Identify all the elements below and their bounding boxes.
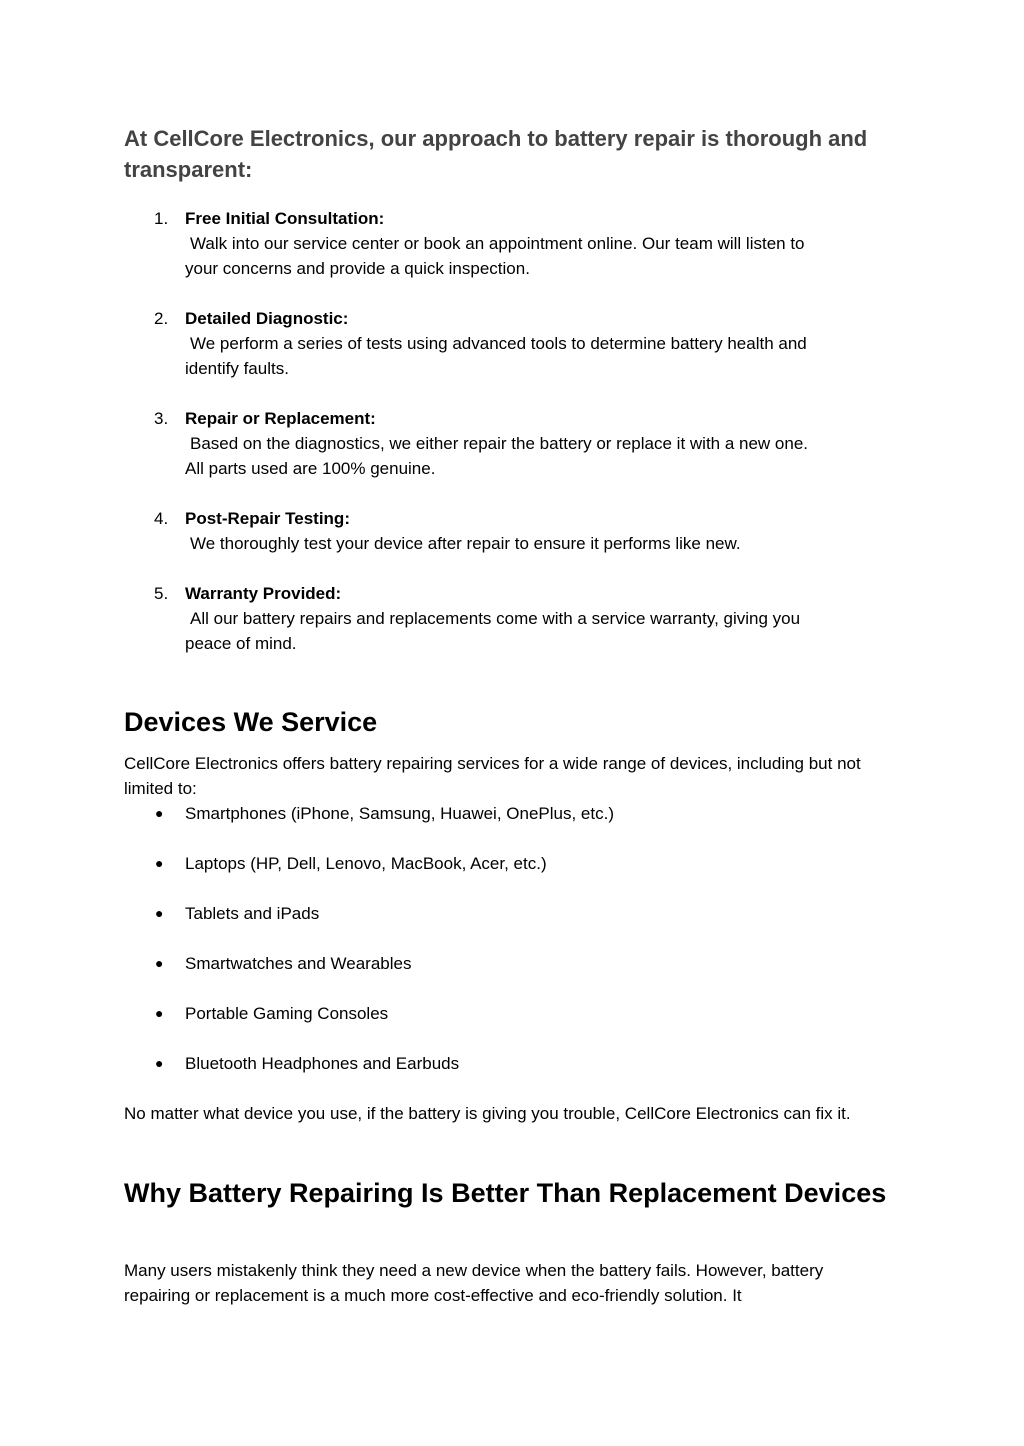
step-body	[185, 406, 885, 481]
devices-closing: No matter what device you use, if the battery is giving you trouble, CellCore Electronics can fix it.	[124, 1104, 851, 1123]
step-title: Detailed Diagnostic:	[185, 309, 349, 328]
step-title: Repair or Replacement:	[185, 409, 376, 428]
step-number: 1.	[154, 209, 169, 228]
devices-intro: CellCore Electronics offers battery repairing services for a wide range of devices, including but not limited to:	[124, 754, 861, 798]
step-description-continued: All parts used are 100% genuine.	[185, 459, 436, 478]
device-name: Bluetooth Headphones and Earbuds	[185, 1054, 460, 1073]
step-description: All our battery repairs and replacements come with a service warranty, giving you	[190, 609, 801, 628]
device-name: Laptops (HP, Dell, Lenovo, MacBook, Acer, etc.)	[185, 854, 547, 873]
bullet-icon: ●	[155, 955, 164, 971]
step-body	[185, 306, 885, 381]
device-name: Portable Gaming Consoles	[185, 1004, 389, 1023]
device-name: Smartwatches and Wearables	[185, 954, 412, 973]
step-description: We thoroughly test your device after repair to ensure it performs like new.	[190, 534, 741, 553]
bullet-icon: ●	[155, 855, 164, 871]
device-name: Tablets and iPads	[185, 904, 320, 923]
step-description: Walk into our service center or book an appointment online. Our team will listen to	[190, 234, 805, 253]
step-body	[185, 506, 885, 556]
step-description: Based on the diagnostics, we either repair the battery or replace it with a new one.	[190, 434, 809, 453]
step-number: 2.	[154, 309, 169, 328]
bullet-icon: ●	[155, 1005, 164, 1021]
why-heading: Why Battery Repairing Is Better Than Replacement Devices	[124, 1178, 887, 1208]
step-number: 5.	[154, 584, 169, 603]
why-paragraph: Many users mistakenly think they need a new device when the battery fails. However, battery repairing or replacement is a much more cost-effective and eco-friendly solution. It	[124, 1261, 824, 1305]
bullet-icon: ●	[155, 805, 164, 821]
step-title: Warranty Provided:	[185, 584, 342, 603]
step-number: 4.	[154, 509, 169, 528]
bullet-icon: ●	[155, 1055, 164, 1071]
bullet-icon: ●	[155, 905, 164, 921]
step-number: 3.	[154, 409, 169, 428]
intro-heading: At CellCore Electronics, our approach to battery repair is thorough and transparent:	[124, 126, 868, 182]
step-title: Free Initial Consultation:	[185, 209, 385, 228]
step-title: Post-Repair Testing:	[185, 509, 350, 528]
step-body	[185, 581, 885, 656]
device-name: Smartphones (iPhone, Samsung, Huawei, OnePlus, etc.)	[185, 804, 614, 823]
step-description: We perform a series of tests using advanced tools to determine battery health and	[190, 334, 807, 353]
devices-heading: Devices We Service	[124, 707, 378, 737]
step-body	[185, 206, 885, 281]
step-description-continued: peace of mind.	[185, 634, 297, 653]
step-description-continued: your concerns and provide a quick inspection.	[185, 259, 530, 278]
step-description-continued: identify faults.	[185, 359, 289, 378]
